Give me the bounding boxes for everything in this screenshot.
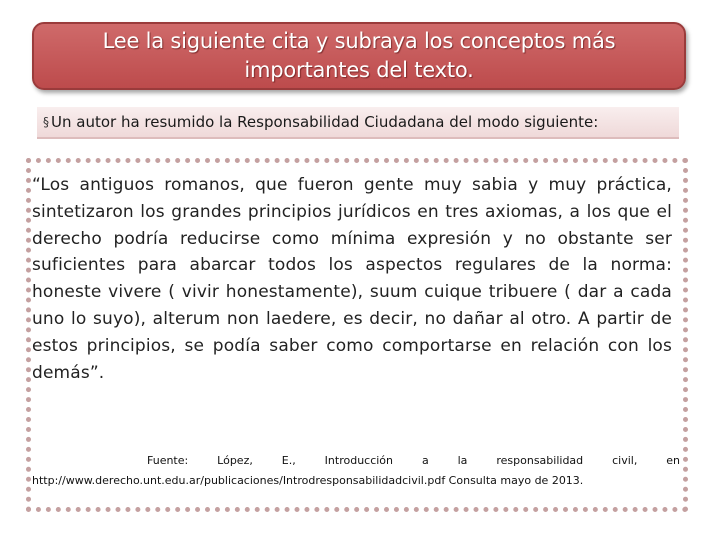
- slide-title: [103, 27, 616, 85]
- source-citation: [32, 451, 680, 491]
- title-banner: [32, 22, 686, 90]
- title-line-1: Lee la siguiente cita y subraya los conceptos más: [102, 29, 616, 53]
- bullet-icon: §: [43, 115, 49, 129]
- intro-text: Un autor ha resumido la Responsabilidad Ciudadana del modo siguiente:: [51, 113, 599, 131]
- quote-text: “Los antiguos romanos, que fueron gente muy sabia y muy práctica, sintetizaron los grandes principios jurídicos en tres axiomas, a los que el derecho podría reducirse como mínima expresión y no obstante ser suficientes para abarcar todos los aspectos regulares de la norma: honeste vivere ( vivir honestamente), suum cuique tribuere ( dar a cada uno lo suyo), alterum non laedere, es decir, no dañar al otro. A partir de estos principios, se podía saber como comportarse en relación con los demás”.: [32, 175, 672, 383]
- intro-bar: [37, 107, 679, 139]
- source-text: Fuente: López, E., Introducción a la responsabilidad civil, en http://www.derecho.unt.edu.ar/publicaciones/Introdresponsabilidadcivil.pdf Consulta mayo de 2013.: [32, 454, 680, 487]
- title-line-2: importantes del texto.: [244, 58, 474, 82]
